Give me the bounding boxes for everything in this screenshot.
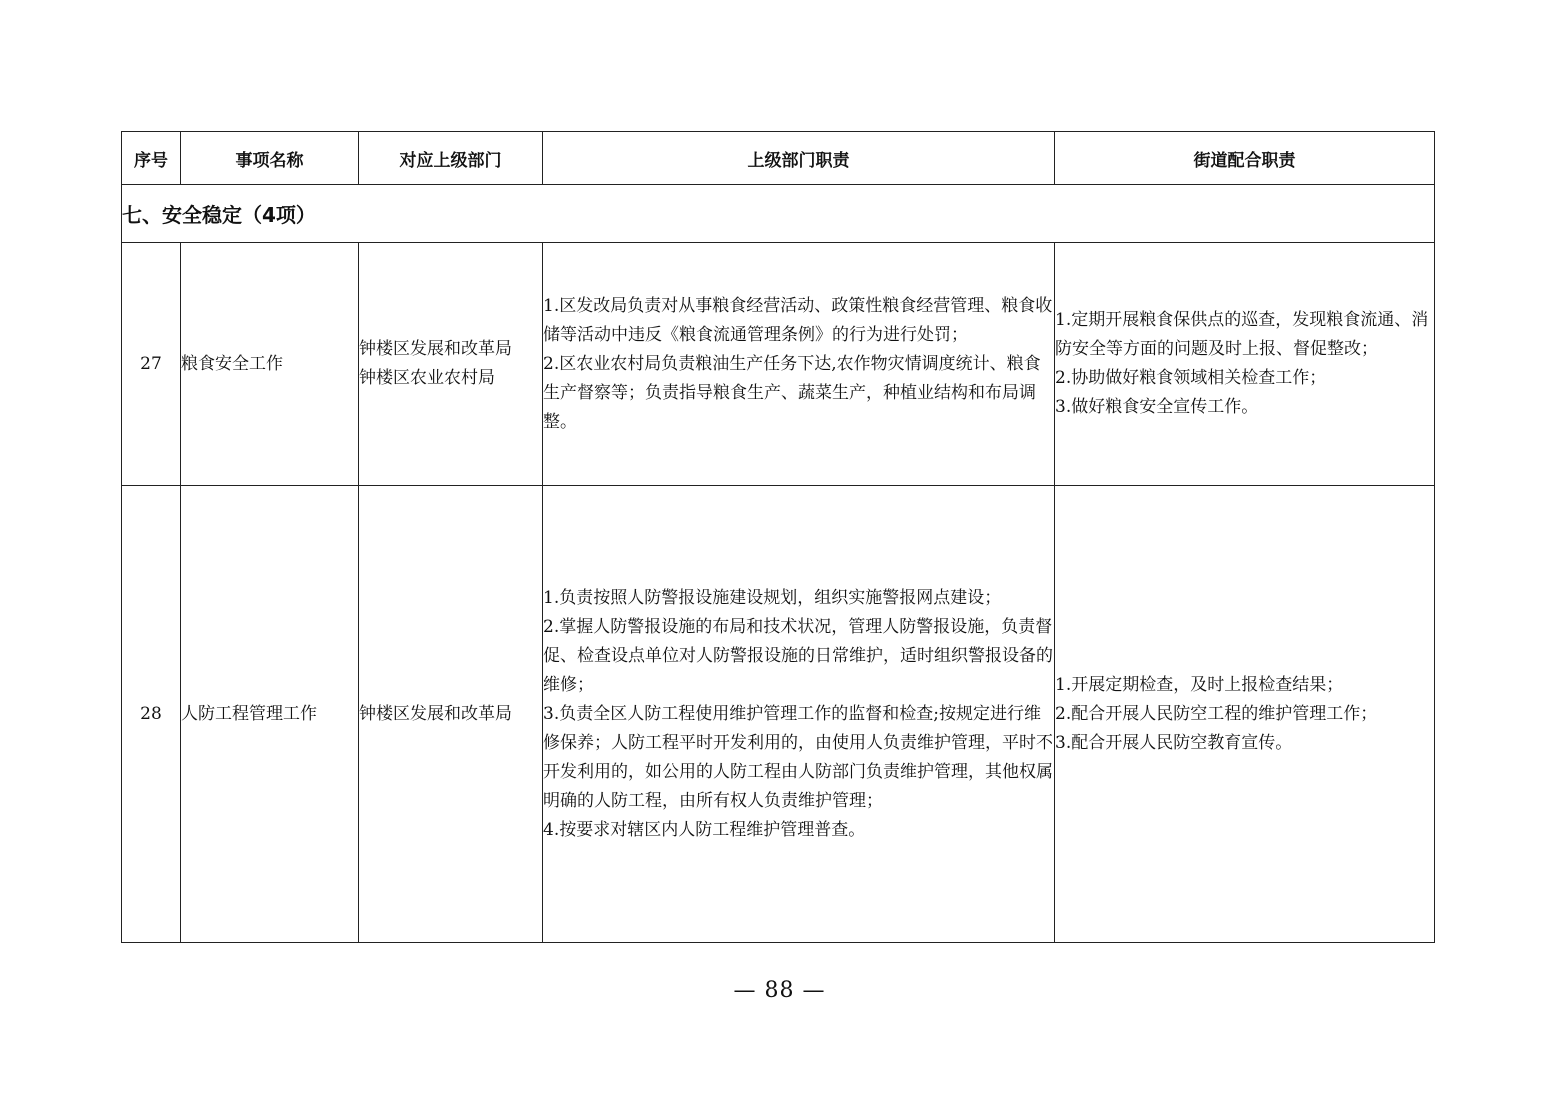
row-upper-duties — [543, 486, 1055, 943]
duty-line: 2.掌握人防警报设施的布局和技术状况，管理人防警报设施，负责督促、检查设点单位对人防警报设施的日常维护，适时组织警报设备的维修； — [543, 616, 1053, 695]
duty-line: 4.按要求对辖区内人防工程维护管理普查。 — [543, 819, 866, 840]
duty-line: 1.区发改局负责对从事粮食经营活动、政策性粮食经营管理、粮食收储等活动中违反《粮食流通管理条例》的行为进行处罚； — [543, 295, 1053, 345]
row-serial: 28 — [122, 486, 181, 943]
department-line: 钟楼区发展和改革局 — [359, 339, 512, 359]
row-departments — [359, 243, 543, 486]
header-item-name: 事项名称 — [181, 132, 359, 185]
duty-line: 3.负责全区人防工程使用维护管理工作的监督和检查;按规定进行维修保养；人防工程平时开发利用的，由使用人负责维护管理，平时不开发利用的，如公用的人防工程由人防部门负责维护管理，其他权属明确的人防工程，由所有权人负责维护管理； — [543, 703, 1053, 811]
row-street-duties — [1055, 486, 1435, 943]
table-row — [122, 486, 1435, 943]
duty-table — [121, 131, 1435, 943]
department-line: 钟楼区农业农村局 — [359, 368, 495, 388]
duty-line: 1.定期开展粮食保供点的巡查，发现粮食流通、消防安全等方面的问题及时上报、督促整改； — [1055, 310, 1429, 359]
row-item-name: 人防工程管理工作 — [181, 486, 359, 943]
row-serial: 27 — [122, 243, 181, 486]
duty-line: 2.区农业农村局负责粮油生产任务下达,农作物灾情调度统计、粮食生产督察等；负责指导粮食生产、蔬菜生产，种植业结构和布局调整。 — [543, 353, 1041, 432]
page-number: — 88 — — [733, 978, 826, 1003]
header-row — [122, 132, 1435, 185]
department-line: 钟楼区发展和改革局 — [359, 703, 512, 724]
row-street-duties — [1055, 243, 1435, 486]
duty-line: 2.协助做好粮食领域相关检查工作； — [1055, 368, 1327, 388]
duty-line: 1.负责按照人防警报设施建设规划，组织实施警报网点建设； — [543, 587, 1002, 608]
header-department: 对应上级部门 — [359, 132, 543, 185]
duty-line: 2.配合开展人民防空工程的维护管理工作； — [1055, 703, 1378, 724]
header-street-duties: 街道配合职责 — [1055, 132, 1435, 185]
header-upper-duties: 上级部门职责 — [543, 132, 1055, 185]
duty-line: 3.配合开展人民防空教育宣传。 — [1055, 732, 1293, 753]
row-upper-duties — [543, 243, 1055, 486]
duty-line: 1.开展定期检查，及时上报检查结果； — [1055, 674, 1344, 695]
header-serial: 序号 — [122, 132, 181, 185]
section-title: 七、安全稳定（4项） — [122, 185, 1435, 243]
duty-line: 3.做好粮食安全宣传工作。 — [1055, 397, 1259, 417]
table-row — [122, 243, 1435, 486]
row-item-name: 粮食安全工作 — [181, 243, 359, 486]
row-departments — [359, 486, 543, 943]
section-row — [122, 185, 1435, 243]
